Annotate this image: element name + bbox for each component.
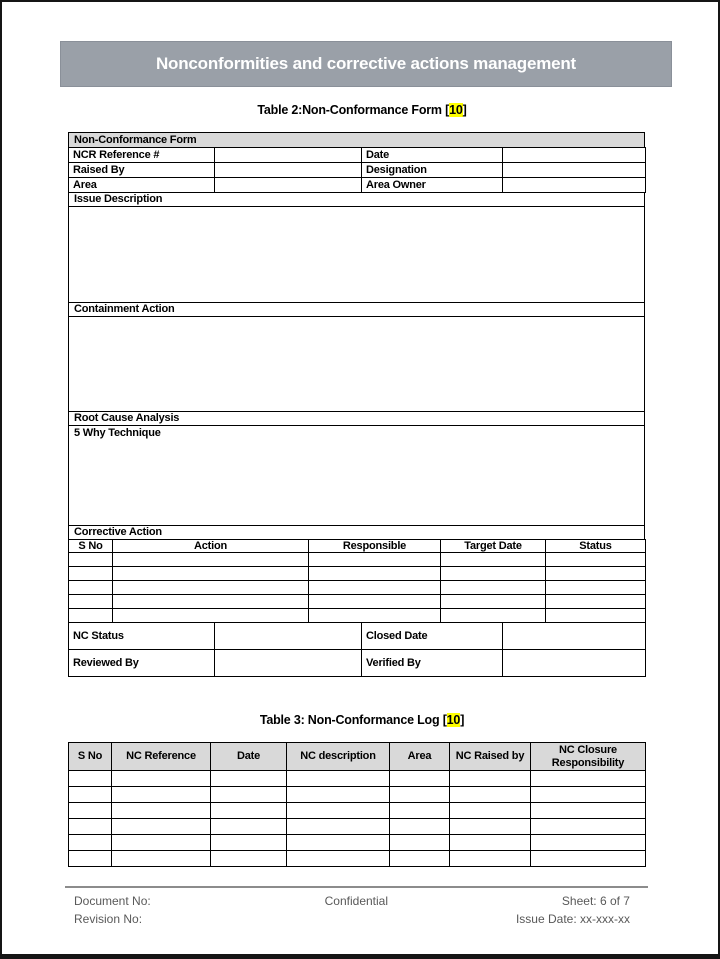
area-label: Area [69,178,215,193]
table-row [69,623,646,650]
raised-by-label: Raised By [69,163,215,178]
table3-caption: Table 3: Non-Conformance Log [10] [259,713,465,727]
form-info-table [68,147,646,193]
non-conformance-form [68,132,645,677]
sheet-number: Sheet: 6 of 7 [561,894,630,908]
containment-action-box [68,316,645,412]
verified-by-label: Verified By [362,650,503,677]
log-nc-closure-responsibility-header: NC Closure Responsibility [531,743,646,771]
responsible-column-header: Responsible [309,540,441,553]
nc-status-table [68,622,646,677]
issue-description-label: Issue Description [68,192,645,207]
verified-by-value [503,650,646,677]
footer-line-2 [74,912,630,926]
closed-date-label: Closed Date [362,623,503,650]
corrective-action-label: Corrective Action [68,525,645,540]
log-nc-raised-by-header: NC Raised by [450,743,531,771]
table-row [69,819,646,835]
containment-action-label: Containment Action [68,302,645,317]
revision-no-label: Revision No: [74,912,143,926]
reviewed-by-value [215,650,362,677]
table-row [69,178,646,193]
table-row [69,567,646,581]
closed-date-value [503,623,646,650]
table-row [69,803,646,819]
area-owner-label: Area Owner [362,178,503,193]
sno-column-header: S No [69,540,113,553]
table-row [69,581,646,595]
corrective-action-table [68,539,646,623]
form-section-header: Non-Conformance Form [68,132,645,148]
nc-status-value [215,623,362,650]
table-row [69,595,646,609]
ncr-reference-value [215,148,362,163]
table-row [69,787,646,803]
confidential-label: Confidential [324,894,388,908]
designation-value [503,163,646,178]
table-row [69,609,646,623]
document-no-label: Document No: [74,894,151,908]
document-title: Nonconformities and corrective actions management [155,54,577,73]
log-header-row [69,743,646,771]
table-row [69,771,646,787]
raised-by-value [215,163,362,178]
status-column-header: Status [546,540,646,553]
table2-reference-highlight: 10 [449,103,463,117]
issue-description-box [68,206,645,303]
table-row [69,148,646,163]
issue-date: Issue Date: xx-xxx-xx [515,912,630,926]
table3-reference-highlight: 10 [446,713,461,727]
action-column-header: Action [113,540,309,553]
root-cause-analysis-label: Root Cause Analysis [68,411,645,426]
table2-caption-text: Table 2:Non-Conformance Form [257,103,442,117]
table3-caption-text: Table 3: Non-Conformance Log [259,713,440,727]
ncr-reference-label: NCR Reference # [69,148,215,163]
five-why-box [68,425,645,526]
table-row [69,835,646,851]
table-row [69,851,646,867]
footer-divider [65,886,648,888]
table-row [69,553,646,567]
target-date-column-header: Target Date [441,540,546,553]
log-nc-description-header: NC description [287,743,390,771]
date-label: Date [362,148,503,163]
reviewed-by-label: Reviewed By [69,650,215,677]
log-nc-reference-header: NC Reference [112,743,211,771]
area-value [215,178,362,193]
table2-caption: Table 2:Non-Conformance Form [10] [257,103,467,117]
footer-line-1 [74,894,630,908]
table-row [69,163,646,178]
document-title-banner [60,41,672,87]
date-value [503,148,646,163]
corrective-action-header-row [69,540,646,553]
table-row [69,650,646,677]
log-date-header: Date [211,743,287,771]
designation-label: Designation [362,163,503,178]
non-conformance-log-table [68,742,646,867]
nc-status-label: NC Status [69,623,215,650]
log-sno-header: S No [69,743,112,771]
five-why-technique-label: 5 Why Technique [74,427,161,439]
area-owner-value [503,178,646,193]
log-area-header: Area [390,743,450,771]
